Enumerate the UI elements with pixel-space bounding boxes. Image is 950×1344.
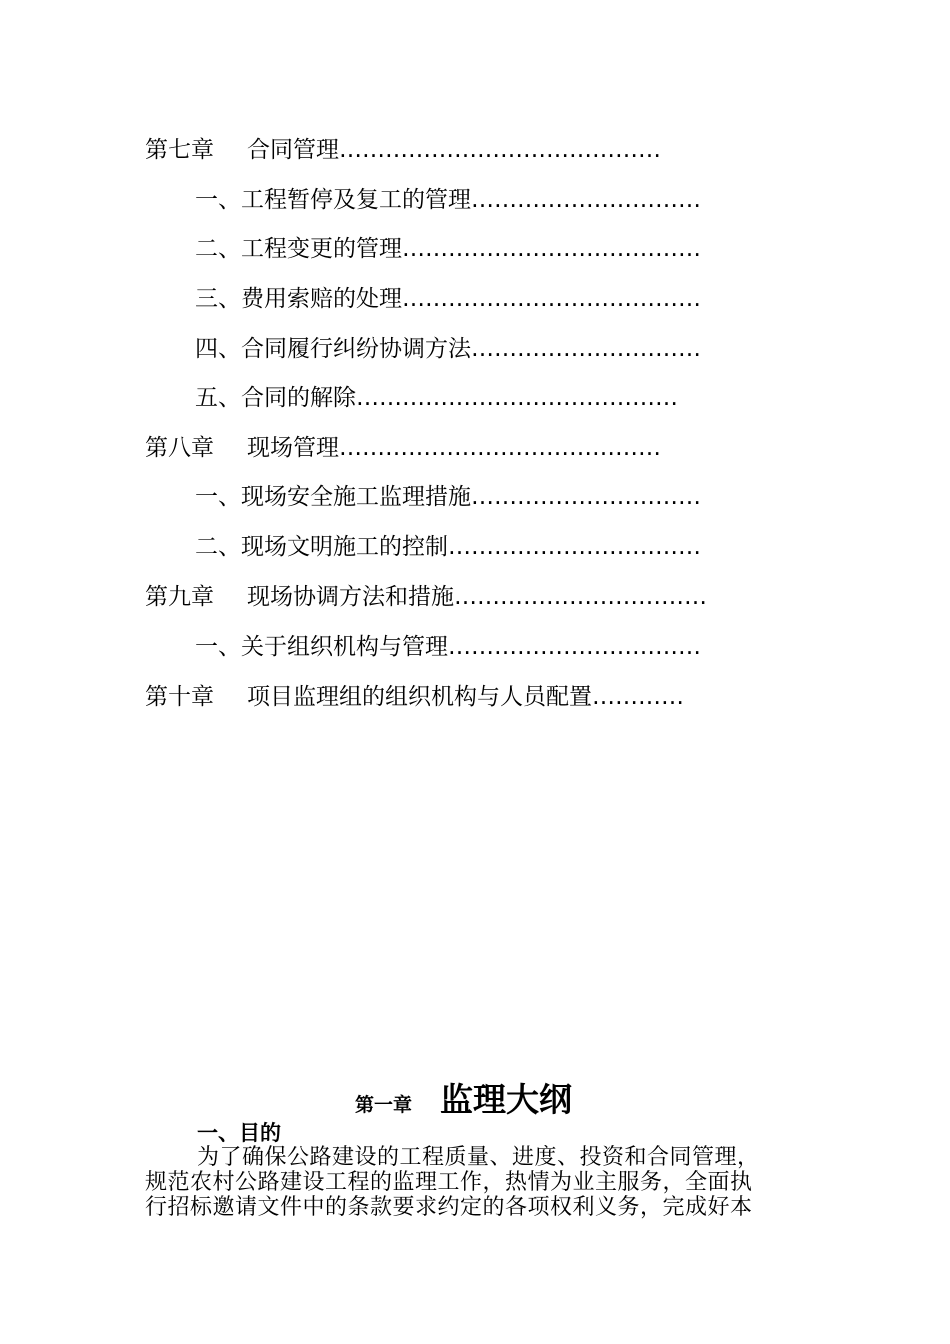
toc-section-number: 一、 <box>195 634 241 660</box>
toc-entry-title: 现场文明施工的控制 <box>241 534 448 560</box>
toc-leader-dots: ………………………… <box>471 484 701 510</box>
toc-entry-title: 现场管理 <box>247 435 339 461</box>
chapter-title: 监理大纲 <box>440 1080 573 1119</box>
toc-chapter-label: 第九章 <box>145 584 214 610</box>
chapter-label: 第一章 <box>355 1094 413 1116</box>
toc-chapter-label: 第八章 <box>145 435 214 461</box>
toc-chapter-label: 第十章 <box>145 684 214 710</box>
toc-section-number: 一、 <box>195 484 241 510</box>
toc-entry-title: 工程变更的管理 <box>241 236 402 262</box>
toc-entry-title: 费用索赔的处理 <box>241 286 402 312</box>
toc-section-7-4[interactable] <box>195 333 730 365</box>
chapter-heading <box>355 1082 572 1123</box>
toc-entry-title: 关于组织机构与管理 <box>241 634 448 660</box>
toc-leader-dots: …………………………………… <box>339 435 661 461</box>
toc-chapter-7[interactable] <box>145 134 730 166</box>
toc-entry-title: 工程暂停及复工的管理 <box>241 187 471 213</box>
toc-section-7-2[interactable] <box>195 233 730 265</box>
toc-chapter-10[interactable] <box>145 681 730 713</box>
body-paragraph <box>145 1145 810 1220</box>
toc-section-number: 二、 <box>195 534 241 560</box>
toc-leader-dots: …………………………… <box>448 534 701 560</box>
toc-section-number: 四、 <box>195 336 241 362</box>
toc-entry-title: 现场协调方法和措施 <box>247 584 454 610</box>
toc-section-number: 五、 <box>195 385 241 411</box>
toc-section-number: 二、 <box>195 236 241 262</box>
toc-leader-dots: ………………………………… <box>402 286 701 312</box>
toc-section-8-2[interactable] <box>195 531 730 563</box>
toc-leader-dots: …………………………………… <box>356 385 678 411</box>
toc-entry-title: 项目监理组的组织机构与人员配置 <box>247 684 592 710</box>
toc-leader-dots: …………………………… <box>454 584 707 610</box>
toc-leader-dots: …………………………… <box>448 634 701 660</box>
paragraph-line: 规范农村公路建设工程的监理工作，热情为业主服务，全面执 <box>145 1170 753 1195</box>
toc-entry-title: 合同的解除 <box>241 385 356 411</box>
toc-entry-title: 合同管理 <box>247 137 339 163</box>
toc-leader-dots: ………………………… <box>471 336 701 362</box>
toc-chapter-9[interactable] <box>145 581 730 613</box>
paragraph-line: 为了确保公路建设的工程质量、进度、投资和合同管理， <box>197 1145 760 1170</box>
paragraph-line: 行招标邀请文件中的条款要求约定的各项权利义务，完成好本 <box>145 1195 753 1220</box>
toc-chapter-8[interactable] <box>145 432 730 464</box>
toc-leader-dots: …………………………………… <box>339 137 661 163</box>
toc-section-number: 三、 <box>195 286 241 312</box>
toc-entry-title: 合同履行纠纷协调方法 <box>241 336 471 362</box>
toc-section-9-1[interactable] <box>195 631 730 663</box>
toc-leader-dots: ………………………… <box>471 187 701 213</box>
toc-section-8-1[interactable] <box>195 481 730 513</box>
toc-section-7-5[interactable] <box>195 382 730 414</box>
toc-chapter-label: 第七章 <box>145 137 214 163</box>
toc-section-7-1[interactable] <box>195 184 730 216</box>
toc-entry-title: 现场安全施工监理措施 <box>241 484 471 510</box>
toc-leader-dots: ………… <box>592 684 684 710</box>
section-heading: 一、目的 <box>197 1121 281 1145</box>
toc-section-7-3[interactable] <box>195 283 730 315</box>
toc-leader-dots: ………………………………… <box>402 236 701 262</box>
toc-section-number: 一、 <box>195 187 241 213</box>
